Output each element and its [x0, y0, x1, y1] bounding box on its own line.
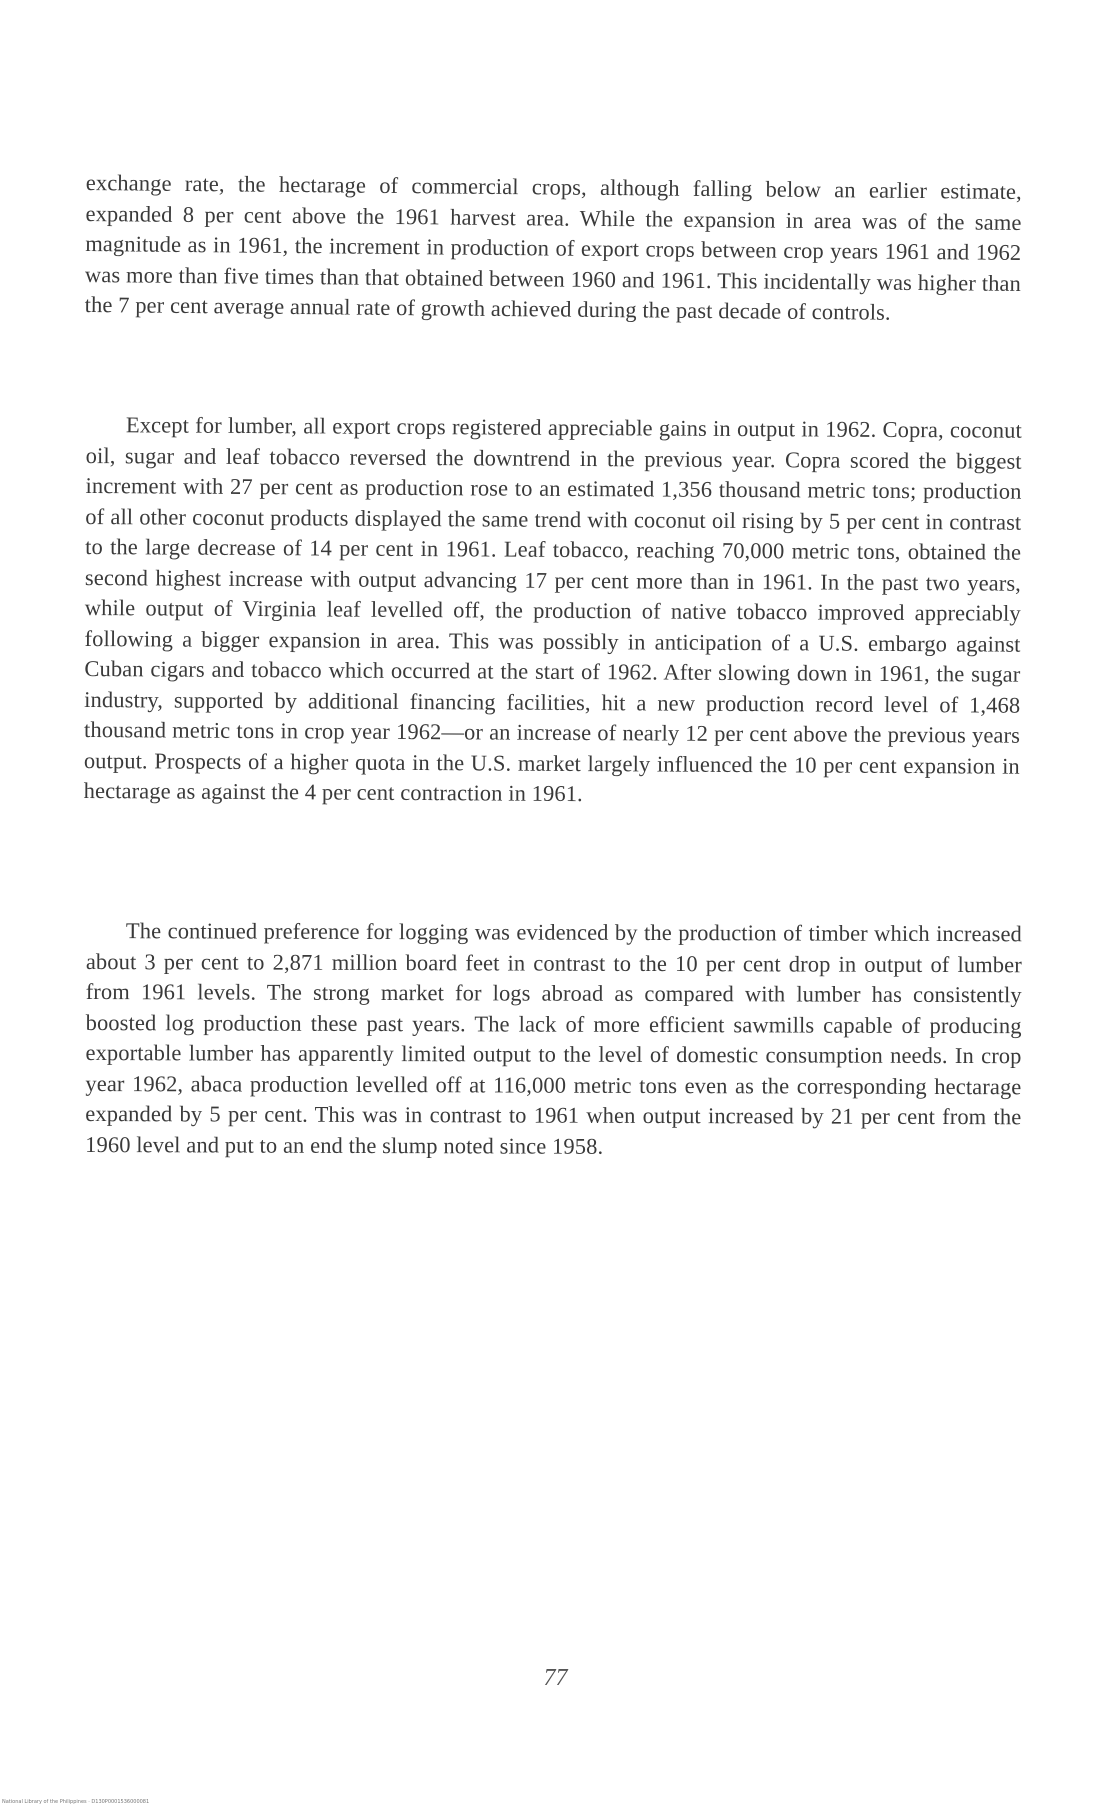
paragraph-export-crops: Except for lumber, all export crops registered appreciable gains in output in 1962. Copra, coconut oil, sugar and leaf tobacco reversed the downtrend in the previous year. Copra scored the biggest increment with 27 per cent as production rose to an estimated 1,356 thousand metric tons; production of all other coconut products displayed the same trend with coconut oil rising by 5 per cent in contrast to the large decrease of 14 per cent in 1961. Leaf tobacco, reaching 70,000 metric tons, obtained the second highest increase with output advancing 17 per cent more than in 1961. In the past two years, while output of Virginia leaf levelled off, the production of native tobacco improved appreciably following a bigger expansion in area. This was possibly in anticipation of a U.S. embargo against Cuban cigars and tobacco which occurred at the start of 1962. After slowing down in 1961, the sugar industry, supported by additional financing facilities, hit a new production record level of 1,468 thousand metric tons in crop year 1962—or an increase of nearly 12 per cent above the previous years output. Prospects of a higher quota in the U.S. market largely influenced the 10 per cent expansion in hectarage as against the 4 per cent contraction in 1961. [83, 412, 1022, 807]
paragraph-logging: The continued preference for logging was evidenced by the production of timber which increased about 3 per cent to 2,871 million board feet in contrast to the 10 per cent drop in output of lumber from 1961 levels. The strong market for logs abroad as compared with lumber has consistently boosted log production these past years. The lack of more efficient sawmills capable of producing exportable lumber has apparently limited output to the level of domestic consumption needs. In crop year 1962, abaca production levelled off at 116,000 metric tons even as the corresponding hectarage expanded by 5 per cent. This was in contrast to 1961 when output increased by 21 per cent from the 1960 level and put to an end the slump noted since 1958. [85, 918, 1022, 1159]
page-number: 77 [543, 1665, 568, 1691]
paragraph-continuation: exchange rate, the hectarage of commercial crops, although falling below an earlier estimate, expanded 8 per cent above the 1961 harvest area. While the expansion in area was of the same magnitude as in 1961, the increment in production of export crops between crop years 1961 and 1962 was more than five times than that obtained between 1960 and 1961. This incidentally was higher than the 7 per cent average annual rate of growth achieved during the past decade of controls. [84, 169, 1022, 325]
archive-stamp: National Library of the Philippines · D130P0001536000081 [2, 1799, 150, 1805]
